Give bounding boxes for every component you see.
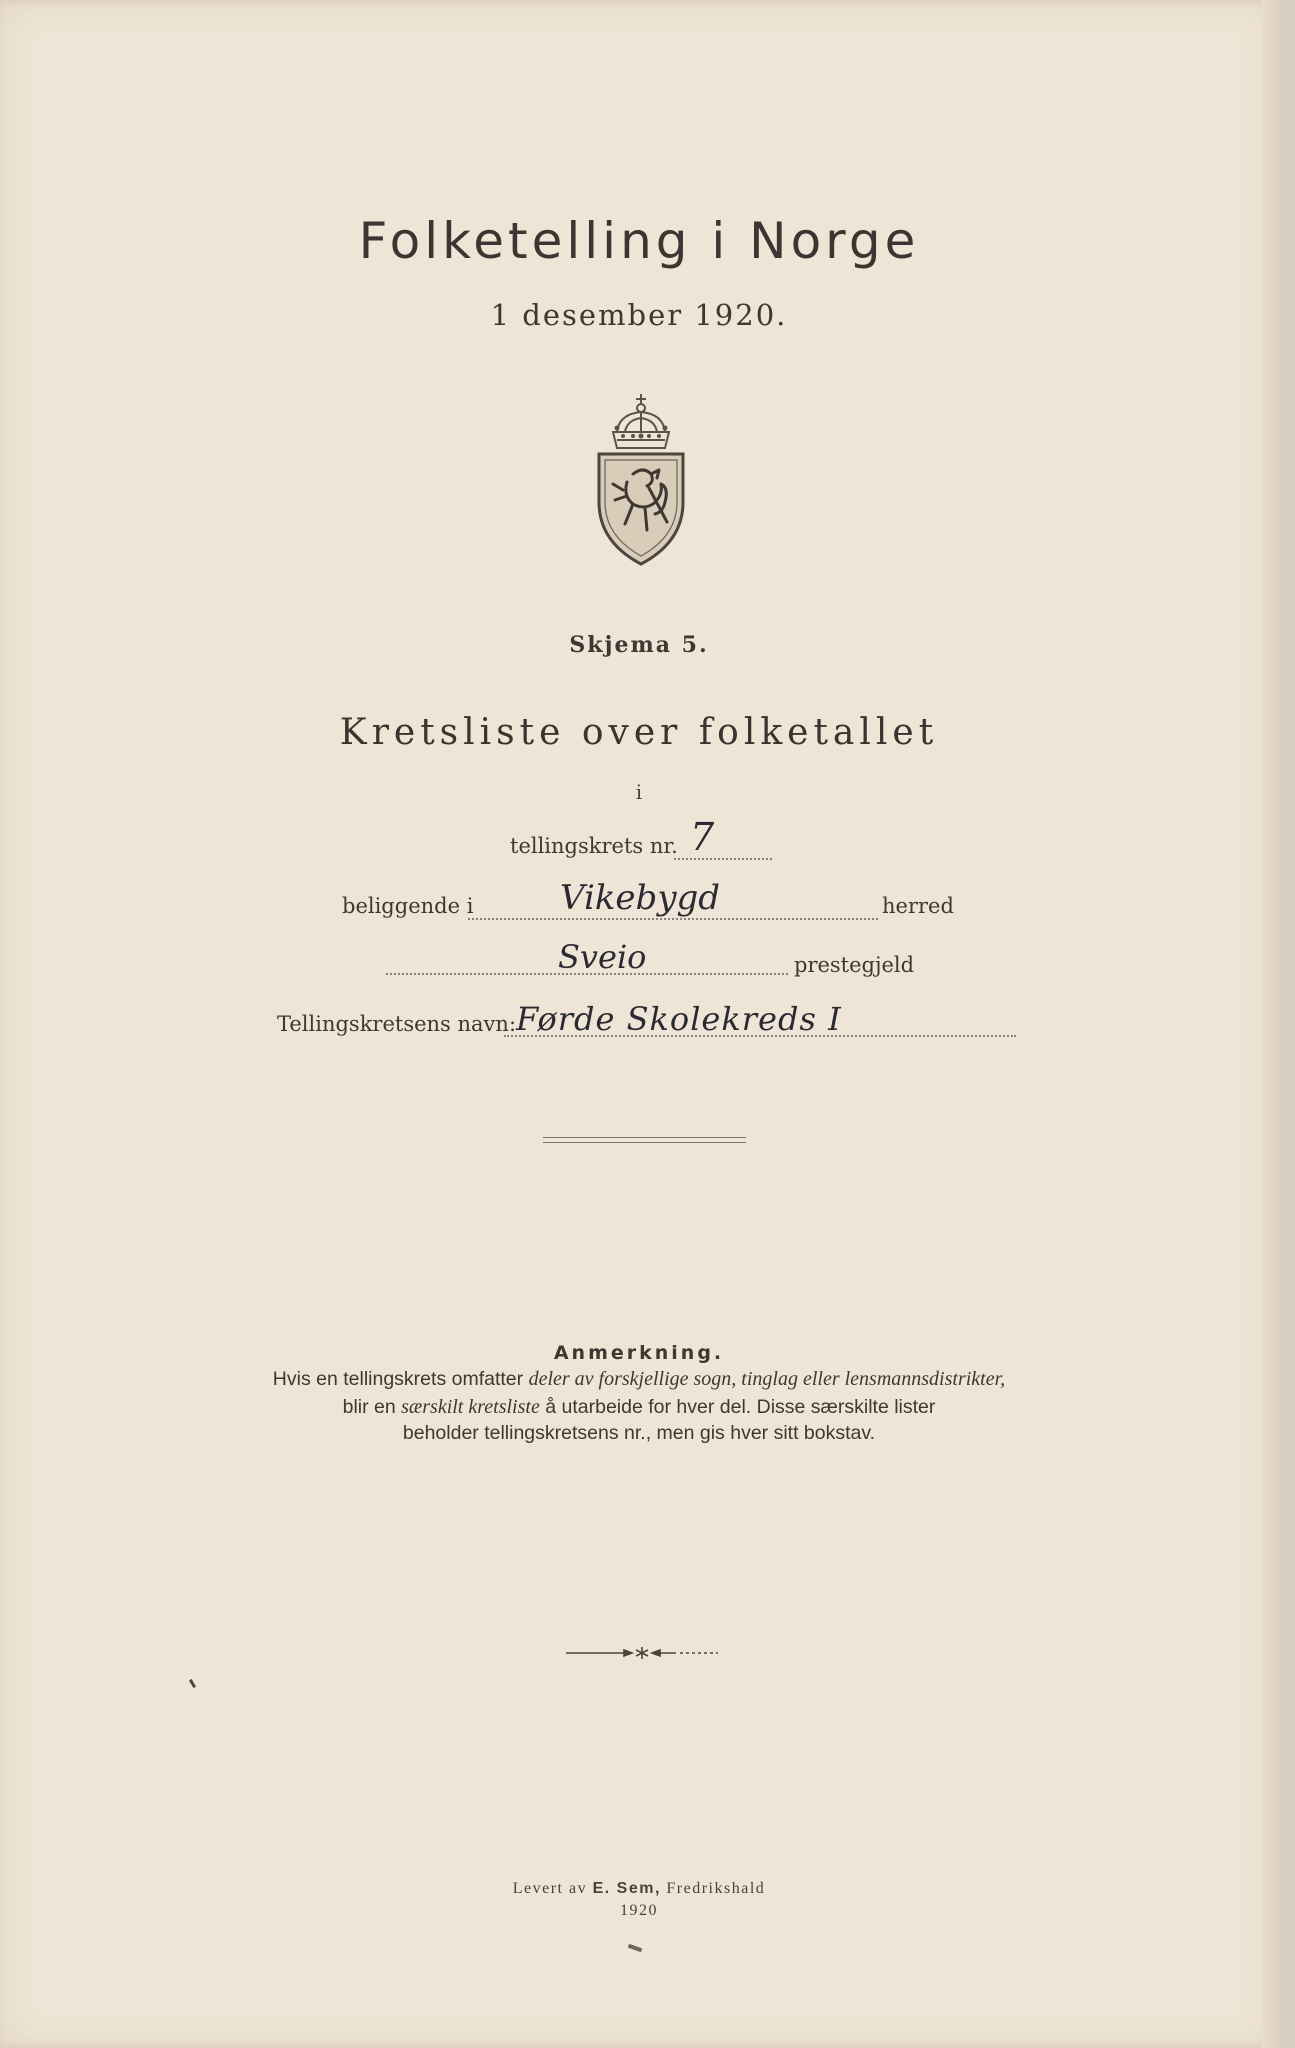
ink-smudge [628, 1944, 643, 1953]
krets-number-field-line [674, 858, 772, 860]
note-line-1-text: Hvis en tellingskrets omfatter [272, 1368, 529, 1390]
document-title: Folketelling i Norge [358, 212, 920, 270]
printer-year: 1920 [620, 1902, 658, 1919]
note-line-2-italic: særskilt kretsliste [401, 1396, 540, 1418]
ornament-divider-icon [566, 1646, 718, 1660]
note-line-1 [0, 1368, 1278, 1391]
herred-field-line [468, 918, 878, 920]
herred-value: Vikebygd [560, 878, 721, 918]
schema-number: Skjema 5. [569, 632, 709, 658]
note-line-2 [0, 1396, 1278, 1419]
note-line-1-italic: deler av forskjellige sogn, tinglag eller lensmannsdistrikter, [528, 1368, 1006, 1390]
beliggende-label: beliggende i [342, 894, 474, 918]
double-rule-bottom [543, 1142, 746, 1143]
krets-number-value: 7 [690, 815, 715, 859]
document-date: 1 desember 1920. [490, 298, 788, 332]
prestegjeld-label: prestegjeld [794, 953, 915, 977]
ink-speck [189, 1679, 196, 1688]
printer-name: E. Sem, [592, 1880, 661, 1897]
norwegian-coat-of-arms-icon [593, 392, 689, 567]
note-title: Anmerkning. [553, 1342, 725, 1364]
form-heading: Kretsliste over folketallet [339, 712, 939, 753]
krets-number-label: tellingskrets nr. [510, 834, 678, 858]
prestegjeld-value: Sveio [558, 938, 647, 976]
double-rule-top [543, 1137, 746, 1138]
printer-place: Fredrikshald [660, 1880, 766, 1897]
form-heading-preposition: i [635, 780, 643, 804]
note-line-3: beholder tellingskretsens nr., men gis hver sitt bokstav. [402, 1422, 876, 1444]
printer-credit [0, 1880, 1278, 1898]
note-line-2-text-b: å utarbeide for hver del. Disse særskilte lister [539, 1396, 936, 1418]
krets-name-value: Førde Skolekreds I [516, 1000, 842, 1038]
herred-label: herred [882, 894, 954, 918]
note-line-2-text-a: blir en [342, 1396, 402, 1418]
printer-prefix: Levert av [512, 1880, 593, 1897]
krets-name-label: Tellingskretsens navn: [277, 1012, 517, 1036]
